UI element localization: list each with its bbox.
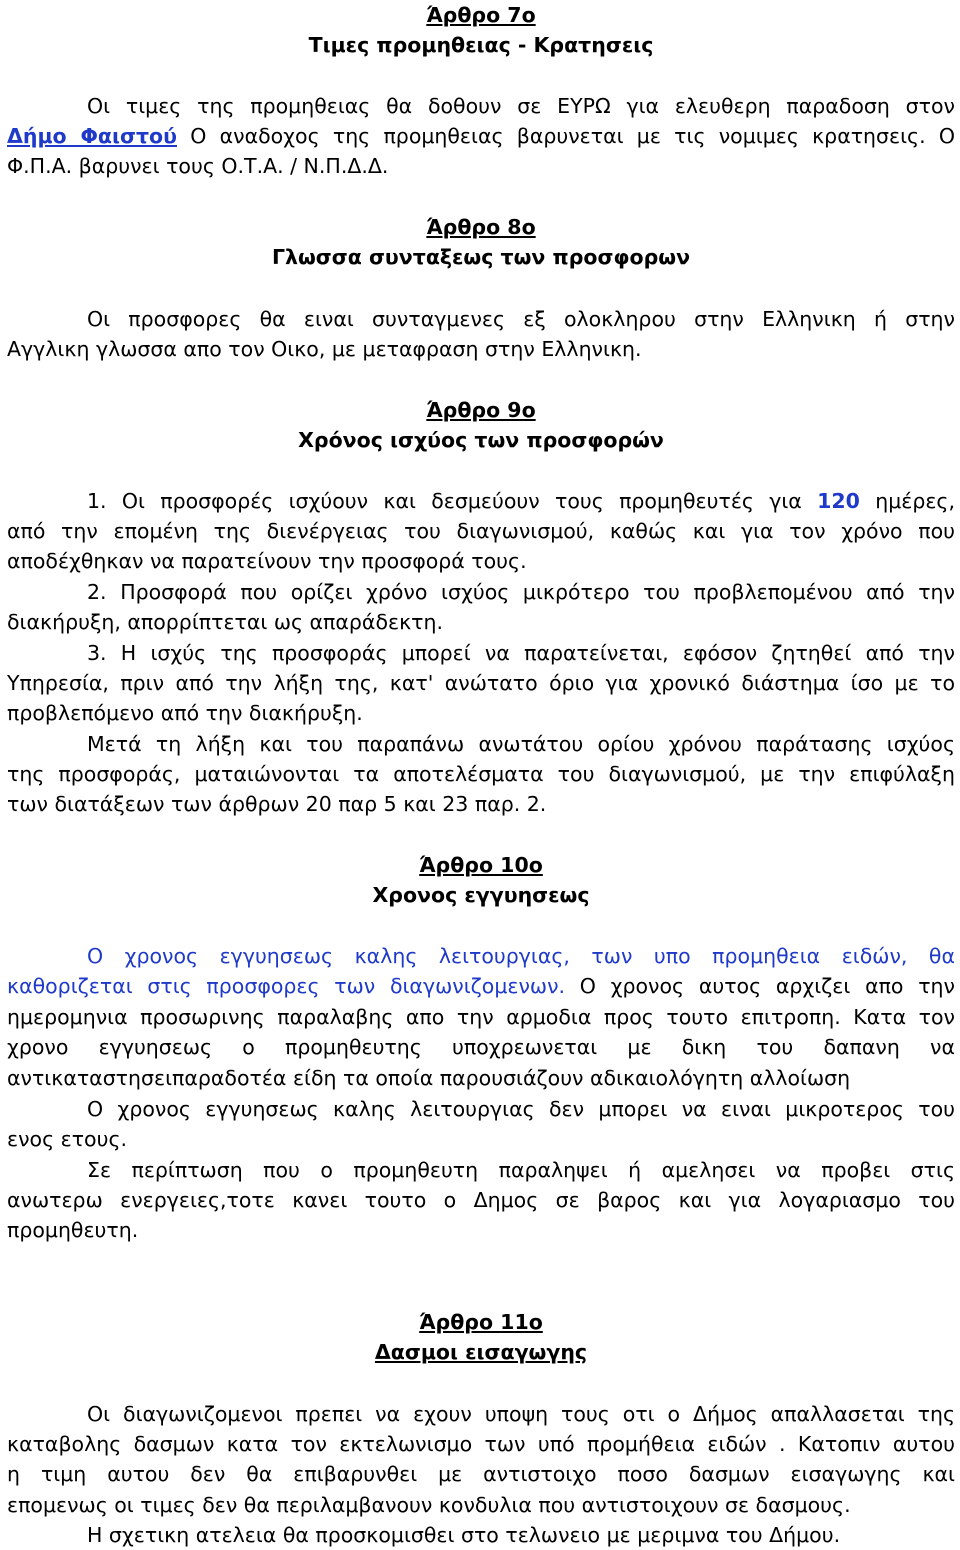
article-10-text-line [7, 971, 955, 1001]
article-9-text-line: διακήρυξη, απορρίπτεται ως απαράδεκτη. [7, 610, 443, 634]
article-9-text-fragment: 1. Οι προσφορές ισχύουν και δεσμεύουν τους προμηθευτές για [87, 489, 818, 513]
article-9-text-line: των διατάξεων των άρθρων 20 παρ 5 και 23 παρ. 2. [7, 792, 547, 816]
article-9-text-line: Μετά τη λήξη και του παραπάνω ανωτάτου ορίου χρόνου παράτασης ισχύος [87, 732, 955, 756]
article-11-title: Δασμοι εισαγωγης [374, 1340, 588, 1364]
article-7-heading: Άρθρο 7ο [426, 3, 536, 27]
article-7-text-line: Οι τιμες της προμηθειας θα δοθουν σε ΕΥΡΩ για ελευθερη παραδοση στον [87, 94, 955, 118]
article-9-text-line: προβλεπόμενο από την διακήρυξη. [7, 701, 363, 725]
article-7-text-line [7, 121, 955, 151]
article-10-text-line: ανωτερω ενεργειες,τοτε κανει τουτο ο Δημος σε βαρος και για λογαριασμο του [7, 1188, 955, 1212]
article-8-heading: Άρθρο 8ο [426, 215, 536, 239]
article-9-title: Χρόνος ισχύος των προσφορών [298, 428, 664, 452]
municipality-name: Δήμο Φαιστού [7, 124, 177, 148]
validity-days: 120 [817, 489, 860, 513]
article-11-text-line: επομενως οι τιμες δεν θα περιλαμβανουν κονδυλια που αντιστοιχουν σε δασμους. [7, 1493, 851, 1517]
article-11-text-line: η τιμη αυτου δεν θα επιβαρυνθει με αντιστοιχο ποσο δασμων εισαγωγης και [7, 1462, 955, 1486]
article-10-text-line: χρονο εγγυησεως ο προμηθευτης υποχρεωνεται με δικη του δαπανη να [7, 1035, 955, 1059]
article-10-text-fragment: Ο χρονος αυτος αρχιζει απο την [565, 974, 955, 998]
article-10-title: Χρονος εγγυησεως [372, 883, 590, 907]
article-9-text-line: Υπηρεσία, πριν από την λήξη της, κατ' ανώτατο όριο για χρονικό διάστημα ίσο με το [7, 671, 955, 695]
article-11-text-line: Οι διαγωνιζομενοι πρεπει να εχουν υποψη τους οτι ο Δήμος απαλλασεται της [87, 1402, 955, 1426]
article-10-text-line: Σε περίπτωση που ο προμηθευτη παραληψει ή αμελησει να προβει στις [87, 1158, 955, 1182]
article-9-text-line: από την επομένη της διενέργειας του διαγωνισμού, καθώς και για τον χρόνο που [7, 519, 955, 543]
article-9-text-line: 3. Η ισχύς της προσφοράς μπορεί να παρατείνεται, εφόσον ζητηθεί από την [87, 641, 955, 665]
article-10-text-line: ενος ετους. [7, 1127, 127, 1151]
article-11-text-line: Η σχετικη ατελεια θα προσκομισθει στο τελωνειο με μεριμνα του Δήμου. [87, 1523, 841, 1547]
article-9-text-line [7, 486, 955, 516]
article-10-text-line: προμηθευτη. [7, 1218, 139, 1242]
article-8-text-line: Οι προσφορες θα ειναι συνταγμενες εξ ολοκληρου στην Ελληνικη ή στην [87, 307, 955, 331]
article-7-title: Τιμες προμηθειας - Κρατησεις [308, 33, 654, 57]
article-10-text-line: Ο χρονος εγγυησεως καλης λειτουργιας δεν μπορει να ειναι μικροτερος του [87, 1097, 955, 1121]
article-9-text-line: της προσφοράς, ματαιώνονται τα αποτελέσματα του διαγωνισμού, με την επιφύλαξη [7, 762, 955, 786]
article-8-title: Γλωσσα συνταξεως των προσφορων [271, 245, 691, 269]
article-11-text-line: καταβολης δασμων κατα τον εκτελωνισμο των υπό προμήθεια ειδών . Κατοπιν αυτου [7, 1432, 955, 1456]
article-9-text-line: αποδέχθηκαν να παρατείνουν την προσφορά τους. [7, 549, 527, 573]
article-10-text-line: ημερομηνια προσωρινης παραλαβης απο την αρμοδια προς τουτο επιτροπη. Κατα τον [7, 1005, 955, 1029]
article-7-text-fragment: Ο αναδοχος της προμηθειας βαρυνεται με τις νομιμες κρατησεις. Ο [176, 124, 955, 148]
article-9-text-fragment: ημέρες, [859, 489, 955, 513]
article-7-text-line: Φ.Π.Α. βαρυνει τους Ο.Τ.Α. / Ν.Π.Δ.Δ. [7, 154, 389, 178]
article-8-text-line: Αγγλικη γλωσσα απο τον Οικο, με μεταφραση στην Ελληνικη. [7, 337, 642, 361]
article-9-heading: Άρθρο 9ο [426, 398, 536, 422]
article-10-heading: Άρθρο 10ο [419, 853, 543, 877]
article-10-text-line: Ο χρονος εγγυησεως καλης λειτουργιας, των υπο προμηθεια ειδών, θα [87, 944, 955, 968]
article-11-heading: Άρθρο 11ο [419, 1310, 543, 1334]
article-10-text-line: αντικαταστησειπαραδοτέα είδη τα οποία παρουσιάζουν αδικαιολόγητη αλλοίωση [7, 1066, 851, 1090]
article-9-text-line: 2. Προσφορά που ορίζει χρόνο ισχύος μικρότερο του προβλεπομένου από την [87, 580, 955, 604]
article-10-text-fragment: καθοριζεται στις προσφορες των διαγωνιζομενων. [7, 974, 566, 998]
